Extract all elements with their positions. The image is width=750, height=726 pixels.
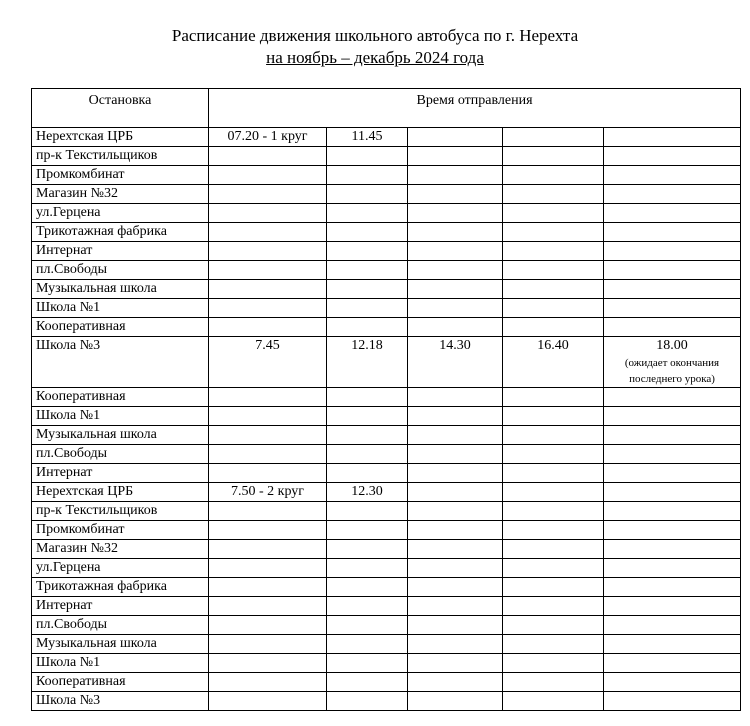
stop-name-cell: Музыкальная школа (32, 635, 209, 654)
departure-time-cell (209, 204, 327, 223)
departure-time-cell (209, 483, 327, 502)
stop-name-cell: ул.Герцена (32, 204, 209, 223)
departure-time-cell (209, 692, 327, 711)
departure-time-cell (408, 559, 503, 578)
departure-time-cell (503, 204, 604, 223)
table-row (32, 464, 741, 483)
departure-time-cell (209, 521, 327, 540)
table-row (32, 483, 741, 502)
departure-time-cell (209, 673, 327, 692)
departure-time-cell (327, 445, 408, 464)
stop-name-cell: Нерехтская ЦРБ (32, 483, 209, 502)
departure-time-cell (503, 502, 604, 521)
departure-time-cell (408, 654, 503, 673)
departure-time-cell (327, 616, 408, 635)
departure-time-value: 14.30 (439, 338, 471, 353)
departure-time-cell (408, 597, 503, 616)
departure-time-cell (408, 242, 503, 261)
departure-time-cell (503, 692, 604, 711)
table-row (32, 185, 741, 204)
stop-name-cell: Трикотажная фабрика (32, 578, 209, 597)
departure-time-cell (604, 185, 741, 204)
departure-time-cell (503, 559, 604, 578)
departure-time-cell (327, 673, 408, 692)
departure-time-cell (604, 673, 741, 692)
departure-time-cell (209, 166, 327, 185)
departure-time-cell (604, 128, 741, 147)
departure-time-cell (503, 597, 604, 616)
departure-time-cell (327, 426, 408, 445)
departure-time-cell (503, 578, 604, 597)
departure-time-cell (503, 299, 604, 318)
departure-time-cell (327, 654, 408, 673)
stop-name-cell: Музыкальная школа (32, 426, 209, 445)
departure-time-cell (408, 261, 503, 280)
departure-time-cell (408, 445, 503, 464)
departure-time-cell (209, 299, 327, 318)
departure-time-cell (327, 578, 408, 597)
table-row (32, 559, 741, 578)
table-row (32, 242, 741, 261)
departure-time-cell (327, 185, 408, 204)
departure-time-cell (604, 242, 741, 261)
departure-time-cell (503, 128, 604, 147)
departure-time-cell (327, 407, 408, 426)
departure-time-cell (408, 540, 503, 559)
departure-time-value: 7.50 - 2 круг (230, 484, 305, 499)
departure-time-cell (503, 242, 604, 261)
departure-time-value: 18.00 (656, 338, 688, 353)
departure-time-cell (327, 388, 408, 407)
departure-time-cell (503, 521, 604, 540)
departure-time-cell (209, 337, 327, 388)
departure-time-cell (503, 445, 604, 464)
departure-time-cell (408, 223, 503, 242)
departure-time-cell (503, 166, 604, 185)
departure-time-cell (408, 578, 503, 597)
stop-name-cell: Промкомбинат (32, 166, 209, 185)
departure-time-cell (503, 261, 604, 280)
table-row (32, 540, 741, 559)
departure-time-cell (604, 616, 741, 635)
departure-time-cell (408, 147, 503, 166)
table-row (32, 521, 741, 540)
departure-time-cell (209, 426, 327, 445)
table-row (32, 388, 741, 407)
departure-time-cell (327, 540, 408, 559)
stop-name-cell: Интернат (32, 242, 209, 261)
departure-time-cell (408, 521, 503, 540)
departure-time-cell (209, 147, 327, 166)
departure-time-cell (503, 483, 604, 502)
table-row (32, 318, 741, 337)
departure-time-cell (503, 388, 604, 407)
stop-name-cell: Промкомбинат (32, 521, 209, 540)
departure-time-cell (209, 407, 327, 426)
departure-time-cell (408, 407, 503, 426)
table-row (32, 166, 741, 185)
departure-time-cell (604, 445, 741, 464)
departure-time-cell (408, 483, 503, 502)
stop-name-cell: Интернат (32, 597, 209, 616)
table-row (32, 261, 741, 280)
departure-time-cell (604, 318, 741, 337)
departure-time-cell (503, 318, 604, 337)
departure-time-cell (503, 654, 604, 673)
departure-time-cell (408, 673, 503, 692)
departure-time-cell (209, 223, 327, 242)
stop-name-cell: Школа №1 (32, 407, 209, 426)
departure-time-value: 12.18 (351, 338, 383, 353)
departure-time-value: 7.45 (255, 338, 280, 353)
stop-name-cell: Интернат (32, 464, 209, 483)
departure-time-cell (604, 502, 741, 521)
departure-time-value: 16.40 (537, 338, 569, 353)
stop-name-cell: Музыкальная школа (32, 280, 209, 299)
departure-time-cell (604, 223, 741, 242)
departure-time-cell (408, 692, 503, 711)
table-row (32, 128, 741, 147)
departure-time-cell (503, 540, 604, 559)
document-subtitle (0, 47, 750, 68)
table-row (32, 654, 741, 673)
departure-time-cell (327, 223, 408, 242)
departure-time-cell (209, 616, 327, 635)
departure-time-cell (604, 280, 741, 299)
departure-time-cell (604, 578, 741, 597)
departure-time-cell (604, 166, 741, 185)
departure-time-cell (327, 166, 408, 185)
departure-time-cell (408, 166, 503, 185)
table-row (32, 597, 741, 616)
departure-time-cell (209, 559, 327, 578)
stop-name-cell: Кооперативная (32, 673, 209, 692)
departure-time-cell (209, 128, 327, 147)
stop-name-cell: Кооперативная (32, 318, 209, 337)
departure-time-cell (209, 597, 327, 616)
stop-name-cell: Школа №1 (32, 299, 209, 318)
table-row (32, 673, 741, 692)
departure-time-cell (604, 337, 741, 388)
departure-time-cell (209, 242, 327, 261)
departure-time-cell (604, 635, 741, 654)
departure-time-cell (209, 318, 327, 337)
stop-name-cell: пл.Свободы (32, 261, 209, 280)
departure-time-cell (209, 540, 327, 559)
departure-time-cell (604, 483, 741, 502)
table-row (32, 147, 741, 166)
departure-time-cell (604, 692, 741, 711)
stop-name-cell: Трикотажная фабрика (32, 223, 209, 242)
departure-time-cell (604, 407, 741, 426)
departure-time-cell (604, 559, 741, 578)
header-stop: Остановка (32, 89, 209, 128)
departure-time-cell (209, 185, 327, 204)
table-row (32, 578, 741, 597)
departure-time-cell (604, 540, 741, 559)
departure-time-value: 07.20 - 1 круг (227, 129, 308, 144)
departure-time-cell (408, 635, 503, 654)
departure-time-cell (209, 635, 327, 654)
departure-time-cell (327, 502, 408, 521)
departure-time-cell (408, 185, 503, 204)
table-header-row (32, 89, 741, 128)
departure-time-cell (408, 426, 503, 445)
departure-time-cell (327, 318, 408, 337)
departure-time-cell (408, 280, 503, 299)
table-row (32, 407, 741, 426)
departure-time-cell (408, 128, 503, 147)
schedule-table (31, 88, 741, 711)
departure-time-cell (503, 464, 604, 483)
departure-time-cell (408, 318, 503, 337)
departure-time-cell (327, 299, 408, 318)
departure-time-cell (327, 261, 408, 280)
departure-time-cell (604, 464, 741, 483)
departure-time-cell (408, 502, 503, 521)
table-row (32, 204, 741, 223)
departure-time-cell (604, 426, 741, 445)
departure-time-cell (327, 242, 408, 261)
departure-time-cell (327, 147, 408, 166)
departure-time-cell (327, 692, 408, 711)
stop-name-cell: Школа №3 (32, 337, 209, 388)
stop-name-cell: пр-к Текстильщиков (32, 502, 209, 521)
stop-name-cell: пр-к Текстильщиков (32, 147, 209, 166)
table-row (32, 299, 741, 318)
stop-name-cell: Школа №3 (32, 692, 209, 711)
departure-time-cell (209, 464, 327, 483)
departure-time-cell (327, 464, 408, 483)
departure-time-cell (503, 223, 604, 242)
departure-time-cell (408, 464, 503, 483)
departure-time-cell (408, 616, 503, 635)
departure-time-cell (503, 280, 604, 299)
departure-time-cell (503, 147, 604, 166)
departure-time-cell (503, 337, 604, 388)
departure-time-cell (327, 280, 408, 299)
table-row (32, 337, 741, 388)
departure-time-value: 11.45 (351, 129, 383, 144)
departure-time-cell (327, 204, 408, 223)
document-title: Расписание движения школьного автобуса по г. Нерехта (171, 26, 579, 45)
departure-time-cell (327, 597, 408, 616)
table-row (32, 280, 741, 299)
departure-time-cell (327, 559, 408, 578)
departure-time-cell (327, 635, 408, 654)
stop-name-cell: Школа №1 (32, 654, 209, 673)
departure-time-cell (503, 407, 604, 426)
table-row (32, 692, 741, 711)
table-row (32, 635, 741, 654)
departure-time-cell (327, 128, 408, 147)
departure-time-cell (604, 261, 741, 280)
table-row (32, 502, 741, 521)
table-row (32, 445, 741, 464)
departure-time-cell (604, 597, 741, 616)
departure-time-cell (604, 299, 741, 318)
departure-time-cell (209, 502, 327, 521)
departure-time-cell (604, 654, 741, 673)
departure-time-cell (408, 299, 503, 318)
departure-time-cell (209, 261, 327, 280)
stop-name-cell: Магазин №32 (32, 540, 209, 559)
departure-time-cell (503, 426, 604, 445)
departure-time-cell (327, 337, 408, 388)
stop-name-cell: ул.Герцена (32, 559, 209, 578)
departure-time-cell (503, 616, 604, 635)
departure-time-cell (503, 673, 604, 692)
departure-time-cell (408, 388, 503, 407)
departure-time-cell (327, 483, 408, 502)
departure-time-cell (604, 204, 741, 223)
departure-time-cell (209, 388, 327, 407)
departure-time-cell (604, 147, 741, 166)
stop-name-cell: Кооперативная (32, 388, 209, 407)
stop-name-cell: Нерехтская ЦРБ (32, 128, 209, 147)
table-row (32, 223, 741, 242)
table-row (32, 426, 741, 445)
departure-time-cell (209, 654, 327, 673)
subtitle-text: на ноябрь – декабрь 2024 года (266, 48, 484, 67)
header-departure-time: Время отправления (209, 89, 741, 128)
departure-time-cell (408, 337, 503, 388)
departure-time-cell (327, 521, 408, 540)
stop-name-cell: пл.Свободы (32, 616, 209, 635)
departure-time-cell (604, 388, 741, 407)
departure-time-cell (503, 635, 604, 654)
stop-name-cell: Магазин №32 (32, 185, 209, 204)
departure-time-cell (209, 578, 327, 597)
departure-time-cell (209, 445, 327, 464)
stop-name-cell: пл.Свободы (32, 445, 209, 464)
table-row (32, 616, 741, 635)
departure-note: (ожидает окончания последнего урока) (624, 357, 720, 385)
departure-time-cell (408, 204, 503, 223)
departure-time-cell (604, 521, 741, 540)
departure-time-value: 12.30 (351, 484, 383, 499)
departure-time-cell (209, 280, 327, 299)
departure-time-cell (503, 185, 604, 204)
